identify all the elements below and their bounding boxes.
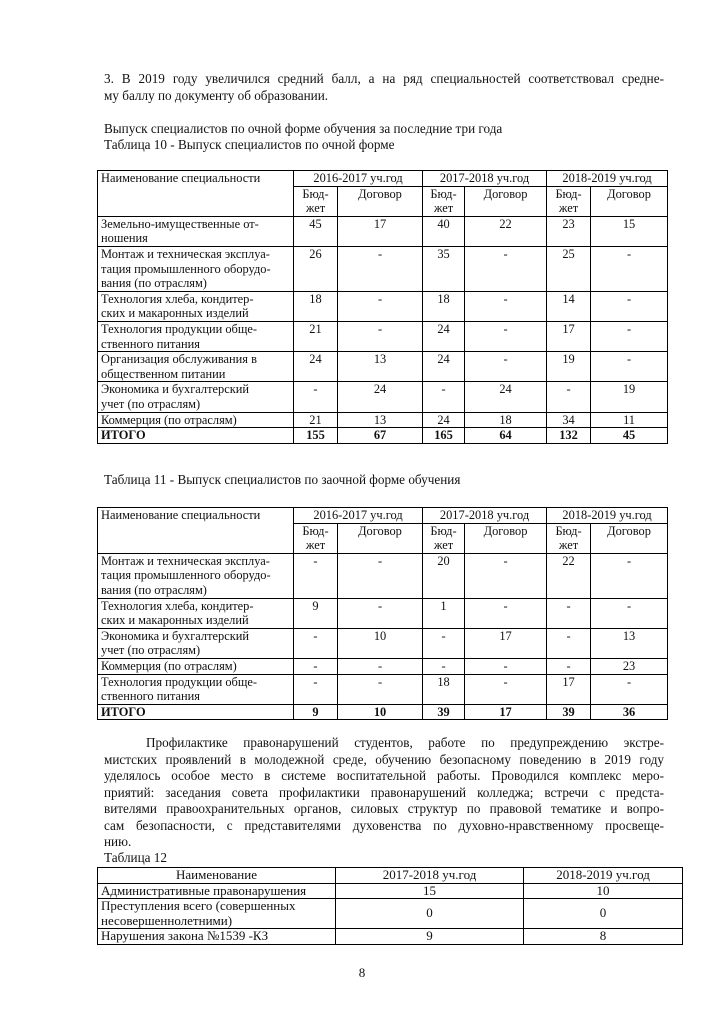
row-name: Технология продукции обще- ственного питания bbox=[98, 674, 294, 704]
row-value: 13 bbox=[338, 412, 423, 428]
row-name: Нарушения закона №1539 -КЗ bbox=[98, 929, 336, 945]
row-value: 17 bbox=[547, 674, 591, 704]
row-value: - bbox=[547, 658, 591, 674]
row-value: - bbox=[591, 598, 668, 628]
row-value: - bbox=[591, 246, 668, 291]
row-value: 8 bbox=[524, 929, 683, 945]
row-value: - bbox=[465, 658, 547, 674]
total-value: 45 bbox=[591, 428, 668, 444]
row-value: - bbox=[465, 598, 547, 628]
row-value: - bbox=[591, 553, 668, 598]
header-year: 2017-2018 уч.год bbox=[423, 508, 547, 524]
row-value: 19 bbox=[591, 382, 668, 412]
row-value: 40 bbox=[423, 216, 465, 246]
table-row bbox=[98, 553, 668, 598]
row-value: 24 bbox=[423, 412, 465, 428]
row-value: 24 bbox=[294, 352, 338, 382]
header-budget: Бюд- жет bbox=[547, 523, 591, 553]
row-value: - bbox=[294, 553, 338, 598]
table-row bbox=[98, 598, 668, 628]
table11-caption: Таблица 11 - Выпуск специалистов по заочной форме обучения bbox=[104, 472, 461, 487]
row-value: 13 bbox=[591, 628, 668, 658]
total-value: 165 bbox=[423, 428, 465, 444]
header-contract: Договор bbox=[338, 186, 423, 216]
total-value: 64 bbox=[465, 428, 547, 444]
row-value: 24 bbox=[465, 382, 547, 412]
header-budget: Бюд- жет bbox=[423, 186, 465, 216]
table-row bbox=[98, 883, 683, 899]
table-row bbox=[98, 412, 668, 428]
total-name: ИТОГО bbox=[98, 428, 294, 444]
row-value: 20 bbox=[423, 553, 465, 598]
header-cell: Наименование bbox=[98, 868, 336, 884]
header-budget: Бюд- жет bbox=[547, 186, 591, 216]
row-name: Организация обслуживания в общественном питании bbox=[98, 352, 294, 382]
row-value: 9 bbox=[336, 929, 524, 945]
row-value: - bbox=[338, 291, 423, 321]
total-value: 132 bbox=[547, 428, 591, 444]
row-value: 22 bbox=[547, 553, 591, 598]
total-value: 17 bbox=[465, 704, 547, 720]
table-row bbox=[98, 352, 668, 382]
row-value: 25 bbox=[547, 246, 591, 291]
paragraph-line: уделялось особое место в системе воспитательной работы. Проводился комплекс меро- bbox=[104, 768, 664, 783]
header-row bbox=[98, 868, 683, 884]
table-row bbox=[98, 658, 668, 674]
total-value: 39 bbox=[547, 704, 591, 720]
row-value: 14 bbox=[547, 291, 591, 321]
row-value: - bbox=[423, 658, 465, 674]
row-name: Экономика и бухгалтерский учет (по отраслям) bbox=[98, 382, 294, 412]
row-value: - bbox=[338, 598, 423, 628]
row-value: 10 bbox=[338, 628, 423, 658]
row-value: 17 bbox=[338, 216, 423, 246]
row-name: Преступления всего (совершенных несовершеннолетними) bbox=[98, 899, 336, 929]
header-year: 2018-2019 уч.год bbox=[547, 171, 668, 187]
row-value: 19 bbox=[547, 352, 591, 382]
header-budget: Бюд- жет bbox=[423, 523, 465, 553]
row-value: - bbox=[338, 674, 423, 704]
header-budget: Бюд- жет bbox=[294, 186, 338, 216]
header-contract: Договор bbox=[338, 523, 423, 553]
header-contract: Договор bbox=[465, 186, 547, 216]
header-year: 2016-2017 уч.год bbox=[294, 171, 423, 187]
header-contract: Договор bbox=[591, 186, 668, 216]
header-row bbox=[98, 171, 668, 187]
row-value: 21 bbox=[294, 321, 338, 351]
row-name: Технология продукции обще- ственного питания bbox=[98, 321, 294, 351]
row-value: - bbox=[547, 382, 591, 412]
table-row bbox=[98, 674, 668, 704]
row-value: 35 bbox=[423, 246, 465, 291]
row-value: 17 bbox=[547, 321, 591, 351]
table-row bbox=[98, 321, 668, 351]
row-value: 22 bbox=[465, 216, 547, 246]
table10 bbox=[97, 170, 668, 444]
row-name: Монтаж и техническая эксплуа- тация промышленного оборудо- вания (по отраслям) bbox=[98, 553, 294, 598]
row-value: - bbox=[465, 674, 547, 704]
row-value: 15 bbox=[591, 216, 668, 246]
paragraph-line: нию. bbox=[104, 834, 132, 849]
page-number: 8 bbox=[358, 965, 366, 980]
header-contract: Договор bbox=[465, 523, 547, 553]
table12 bbox=[97, 867, 683, 945]
total-value: 10 bbox=[338, 704, 423, 720]
total-value: 39 bbox=[423, 704, 465, 720]
row-value: - bbox=[591, 674, 668, 704]
section-heading: Выпуск специалистов по очной форме обучения за последние три года bbox=[104, 121, 503, 136]
row-value: - bbox=[547, 628, 591, 658]
header-year: 2017-2018 уч.год bbox=[423, 171, 547, 187]
row-value: 24 bbox=[338, 382, 423, 412]
paragraph-line: сам безопасности, с представителями духовенства по духовно-нравственному просвеще- bbox=[104, 817, 664, 833]
row-name: Экономика и бухгалтерский учет (по отраслям) bbox=[98, 628, 294, 658]
total-value: 36 bbox=[591, 704, 668, 720]
row-value: - bbox=[338, 246, 423, 291]
table-row bbox=[98, 382, 668, 412]
paragraph-line: Профилактике правонарушений студентов, работе по предупреждению экстре- bbox=[146, 735, 664, 750]
row-value: - bbox=[338, 321, 423, 351]
table-row bbox=[98, 216, 668, 246]
row-value: - bbox=[423, 382, 465, 412]
table-row bbox=[98, 929, 683, 945]
row-value: 24 bbox=[423, 352, 465, 382]
table12-caption: Таблица 12 bbox=[104, 850, 167, 865]
table-row bbox=[98, 246, 668, 291]
header-name: Наименование специальности bbox=[98, 508, 294, 554]
row-value: 9 bbox=[294, 598, 338, 628]
row-value: - bbox=[465, 246, 547, 291]
row-name: Технология хлеба, кондитер- ских и макаронных изделий bbox=[98, 291, 294, 321]
row-value: 0 bbox=[336, 899, 524, 929]
row-value: - bbox=[294, 628, 338, 658]
row-name: Коммерция (по отраслям) bbox=[98, 658, 294, 674]
row-value: 13 bbox=[338, 352, 423, 382]
header-year: 2016-2017 уч.год bbox=[294, 508, 423, 524]
row-value: - bbox=[294, 382, 338, 412]
header-year: 2018-2019 уч.год bbox=[547, 508, 668, 524]
table12-body bbox=[98, 868, 683, 945]
row-value: - bbox=[338, 658, 423, 674]
row-value: - bbox=[465, 321, 547, 351]
row-value: - bbox=[591, 352, 668, 382]
row-value: 15 bbox=[336, 883, 524, 899]
header-budget: Бюд- жет bbox=[294, 523, 338, 553]
table-row bbox=[98, 628, 668, 658]
header-contract: Договор bbox=[591, 523, 668, 553]
row-value: 17 bbox=[465, 628, 547, 658]
table11-body bbox=[98, 508, 668, 720]
paragraph-line: мистских проявлений в молодежной среде, обучению безопасному поведению в 2019 году bbox=[104, 751, 664, 767]
row-value: - bbox=[294, 658, 338, 674]
table10-body bbox=[98, 171, 668, 444]
row-value: - bbox=[338, 553, 423, 598]
header-row bbox=[98, 508, 668, 524]
row-value: - bbox=[547, 598, 591, 628]
row-name: Технология хлеба, кондитер- ских и макаронных изделий bbox=[98, 598, 294, 628]
paragraph-line: вителями правоохранительных органов, силовых структур по правовой тематике и вопро- bbox=[104, 801, 664, 816]
body-paragraph bbox=[104, 735, 664, 851]
header-cell: 2018-2019 уч.год bbox=[524, 868, 683, 884]
table-row bbox=[98, 899, 683, 929]
intro-line-1: 3. В 2019 году увеличился средний балл, а на ряд специальностей соответствовал средне- bbox=[104, 71, 664, 86]
row-value: - bbox=[591, 291, 668, 321]
row-value: 18 bbox=[465, 412, 547, 428]
row-value: 18 bbox=[423, 674, 465, 704]
header-name: Наименование специальности bbox=[98, 171, 294, 217]
total-value: 9 bbox=[294, 704, 338, 720]
header-cell: 2017-2018 уч.год bbox=[336, 868, 524, 884]
total-row bbox=[98, 428, 668, 444]
paragraph-line: приятий: заседания совета профилактики правонарушений колледжа; встречи с предста- bbox=[104, 784, 664, 800]
total-value: 67 bbox=[338, 428, 423, 444]
row-value: 23 bbox=[547, 216, 591, 246]
row-value: - bbox=[294, 674, 338, 704]
intro-line-2: му баллу по документу об образовании. bbox=[104, 88, 329, 103]
total-name: ИТОГО bbox=[98, 704, 294, 720]
row-value: 23 bbox=[591, 658, 668, 674]
table-row bbox=[98, 291, 668, 321]
row-value: 21 bbox=[294, 412, 338, 428]
row-name: Коммерция (по отраслям) bbox=[98, 412, 294, 428]
row-value: - bbox=[423, 628, 465, 658]
row-value: 26 bbox=[294, 246, 338, 291]
total-row bbox=[98, 704, 668, 720]
row-value: - bbox=[591, 321, 668, 351]
row-value: - bbox=[465, 352, 547, 382]
row-value: - bbox=[465, 291, 547, 321]
row-value: 34 bbox=[547, 412, 591, 428]
row-value: - bbox=[465, 553, 547, 598]
row-name: Административные правонарушения bbox=[98, 883, 336, 899]
row-value: 11 bbox=[591, 412, 668, 428]
row-value: 10 bbox=[524, 883, 683, 899]
row-value: 0 bbox=[524, 899, 683, 929]
total-value: 155 bbox=[294, 428, 338, 444]
table11 bbox=[97, 507, 668, 720]
row-name: Земельно-имущественные от- ношения bbox=[98, 216, 294, 246]
row-value: 18 bbox=[423, 291, 465, 321]
row-name: Монтаж и техническая эксплуа- тация промышленного оборудо- вания (по отраслям) bbox=[98, 246, 294, 291]
row-value: 45 bbox=[294, 216, 338, 246]
row-value: 18 bbox=[294, 291, 338, 321]
table10-caption: Таблица 10 - Выпуск специалистов по очной форме bbox=[104, 137, 395, 152]
row-value: 24 bbox=[423, 321, 465, 351]
row-value: 1 bbox=[423, 598, 465, 628]
